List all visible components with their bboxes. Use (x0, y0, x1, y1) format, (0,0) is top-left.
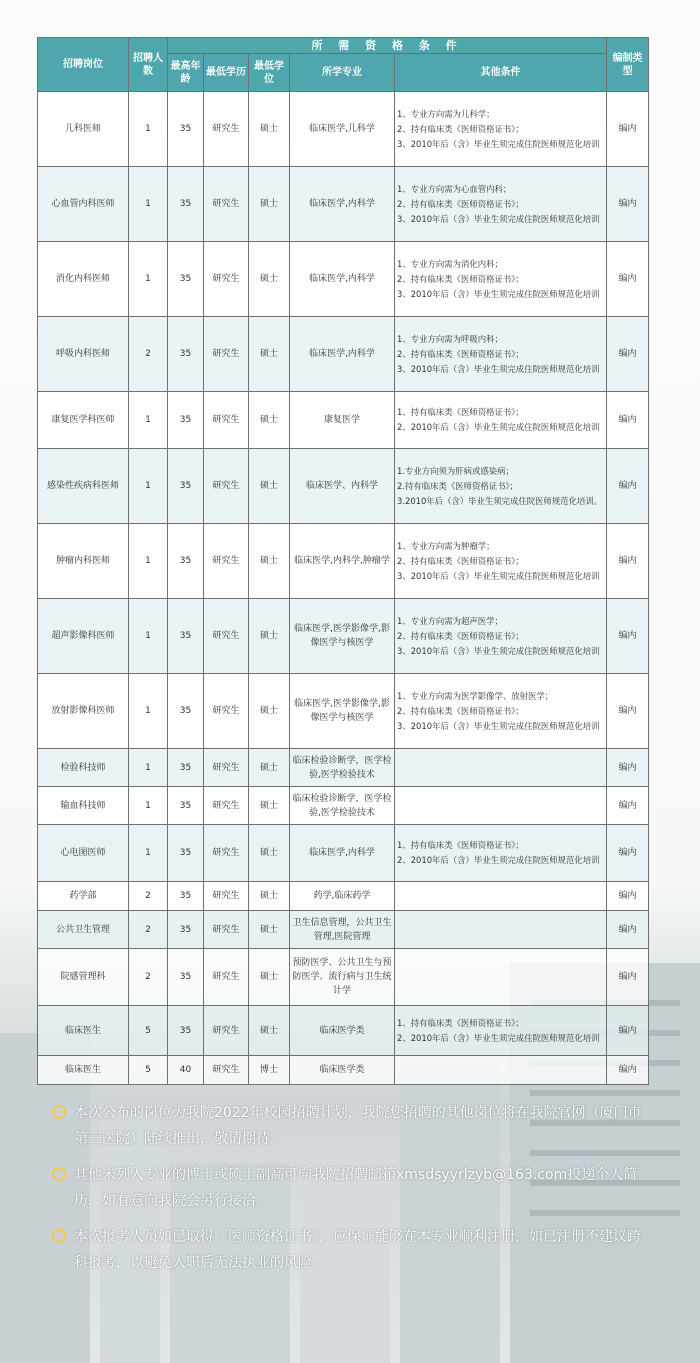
table-row (38, 242, 649, 317)
cell-type: 编内 (607, 949, 649, 1006)
cell-other (395, 749, 607, 787)
cell-degree: 硕士 (249, 1006, 290, 1056)
header-degree: 最低学位 (249, 54, 290, 92)
cell-other (395, 882, 607, 911)
cell-major: 临床检验诊断学，医学检验,医学检验技术 (290, 749, 395, 787)
cell-edu: 研究生 (204, 524, 249, 599)
cell-count: 1 (129, 392, 168, 449)
cell-position: 放射影像科医师 (38, 674, 129, 749)
cell-edu: 研究生 (204, 242, 249, 317)
table-row (38, 1006, 649, 1056)
cell-position: 呼吸内科医师 (38, 317, 129, 392)
cell-count: 1 (129, 749, 168, 787)
other-condition-line: 2、持有临床类《医师资格证书》； (397, 630, 524, 641)
cell-type: 编内 (607, 911, 649, 949)
cell-type: 编内 (607, 599, 649, 674)
header-type: 编制类型 (607, 38, 649, 92)
other-condition-line: 3.2010年后（含）毕业生须完成住院医师规范化培训。 (397, 495, 603, 506)
cell-position: 公共卫生管理 (38, 911, 129, 949)
other-condition-line: 3、2010年后（含）毕业生须完成住院医师规范化培训 (397, 363, 600, 374)
cell-age: 35 (168, 674, 204, 749)
header-position: 招聘岗位 (38, 38, 129, 92)
cell-edu: 研究生 (204, 749, 249, 787)
table-row (38, 167, 649, 242)
cell-age: 35 (168, 449, 204, 524)
cell-count: 2 (129, 911, 168, 949)
chevron-right-icon: › (52, 1167, 66, 1181)
other-condition-line: 2、持有临床类《医师资格证书》； (397, 348, 524, 359)
cell-degree: 硕士 (249, 524, 290, 599)
cell-edu: 研究生 (204, 787, 249, 825)
cell-type: 编内 (607, 882, 649, 911)
other-condition-line: 3、2010年后（含）毕业生须完成住院医师规范化培训 (397, 570, 600, 581)
cell-major: 临床医学类 (290, 1056, 395, 1085)
cell-major: 药学,临床药学 (290, 882, 395, 911)
cell-type: 编内 (607, 674, 649, 749)
cell-edu: 研究生 (204, 599, 249, 674)
cell-age: 35 (168, 825, 204, 882)
cell-major: 预防医学、公共卫生与预防医学、流行病与卫生统计学 (290, 949, 395, 1006)
cell-other (395, 674, 607, 749)
cell-degree: 硕士 (249, 825, 290, 882)
cell-degree: 硕士 (249, 599, 290, 674)
cell-age: 35 (168, 882, 204, 911)
cell-age: 35 (168, 242, 204, 317)
note-text: 本次公布的岗位为我院2022年校园招聘计划，我院您招聘的其他岗位将在我院官网（厦门市第三医院）陆续推出，敬请期待。 (74, 1105, 642, 1147)
cell-age: 35 (168, 524, 204, 599)
table-row (38, 825, 649, 882)
cell-age: 35 (168, 392, 204, 449)
cell-degree: 博士 (249, 1056, 290, 1085)
cell-degree: 硕士 (249, 449, 290, 524)
cell-other (395, 911, 607, 949)
cell-other (395, 599, 607, 674)
table-row (38, 949, 649, 1006)
cell-count: 1 (129, 787, 168, 825)
cell-degree: 硕士 (249, 882, 290, 911)
note-item (52, 1224, 652, 1276)
cell-edu: 研究生 (204, 1056, 249, 1085)
cell-age: 35 (168, 749, 204, 787)
cell-count: 1 (129, 674, 168, 749)
table-row (38, 524, 649, 599)
cell-other (395, 317, 607, 392)
note-text: 本次报考人员如已取得《医师资格证书》，应保证能够在本专业顺利注册，如已注册不建议跨科报考，以避免入职后无法执业的风险。 (74, 1229, 641, 1271)
cell-position: 肿瘤内科医师 (38, 524, 129, 599)
cell-count: 5 (129, 1056, 168, 1085)
cell-other (395, 787, 607, 825)
other-condition-line: 2、持有临床类《医师资格证书》； (397, 123, 524, 134)
table-row (38, 674, 649, 749)
cell-position: 临床医生 (38, 1056, 129, 1085)
notes-section (52, 1100, 652, 1286)
cell-degree: 硕士 (249, 167, 290, 242)
table-header (38, 38, 649, 92)
cell-position: 检验科技师 (38, 749, 129, 787)
cell-position: 儿科医师 (38, 92, 129, 167)
cell-degree: 硕士 (249, 317, 290, 392)
cell-position: 临床医生 (38, 1006, 129, 1056)
cell-major: 临床医学、内科学 (290, 449, 395, 524)
header-other: 其他条件 (395, 54, 607, 92)
cell-edu: 研究生 (204, 167, 249, 242)
other-condition-line: 3、2010年后（含）毕业生须完成住院医师规范化培训 (397, 213, 600, 224)
cell-major: 临床医学,内科学 (290, 317, 395, 392)
header-count: 招聘人数 (129, 38, 168, 92)
chevron-right-icon: › (52, 1105, 66, 1119)
cell-major: 临床医学类 (290, 1006, 395, 1056)
cell-position: 院感管理科 (38, 949, 129, 1006)
cell-edu: 研究生 (204, 825, 249, 882)
cell-major: 临床医学,内科学 (290, 242, 395, 317)
header-edu: 最低学历 (204, 54, 249, 92)
table-row (38, 317, 649, 392)
cell-count: 2 (129, 949, 168, 1006)
header-major: 所学专业 (290, 54, 395, 92)
cell-type: 编内 (607, 524, 649, 599)
other-condition-line: 1、持有临床类《医师资格证书》； (397, 1017, 524, 1028)
cell-other (395, 92, 607, 167)
cell-edu: 研究生 (204, 882, 249, 911)
other-condition-line: 3、2010年后（含）毕业生须完成住院医师规范化培训 (397, 645, 600, 656)
cell-count: 5 (129, 1006, 168, 1056)
cell-other (395, 242, 607, 317)
cell-position: 心电图医师 (38, 825, 129, 882)
cell-count: 2 (129, 882, 168, 911)
cell-type: 编内 (607, 825, 649, 882)
cell-position: 消化内科医师 (38, 242, 129, 317)
cell-position: 输血科技师 (38, 787, 129, 825)
other-condition-line: 2、持有临床类《医师资格证书》； (397, 705, 524, 716)
cell-age: 35 (168, 167, 204, 242)
cell-other (395, 449, 607, 524)
cell-position: 超声影像科医师 (38, 599, 129, 674)
cell-type: 编内 (607, 317, 649, 392)
cell-degree: 硕士 (249, 787, 290, 825)
table-row (38, 599, 649, 674)
other-condition-line: 1、专业方向需为心血管内科； (397, 183, 512, 194)
other-condition-line: 3、2010年后（含）毕业生须完成住院医师规范化培训 (397, 288, 600, 299)
note-item (52, 1162, 652, 1214)
cell-degree: 硕士 (249, 392, 290, 449)
other-condition-line: 1、专业方向需为儿科学； (397, 108, 495, 119)
cell-edu: 研究生 (204, 449, 249, 524)
cell-degree: 硕士 (249, 674, 290, 749)
cell-major: 临床医学,儿科学 (290, 92, 395, 167)
other-condition-line: 1、专业方向需为消化内科； (397, 258, 503, 269)
cell-position: 康复医学科医师 (38, 392, 129, 449)
cell-count: 1 (129, 449, 168, 524)
cell-count: 1 (129, 167, 168, 242)
cell-other (395, 392, 607, 449)
cell-type: 编内 (607, 1056, 649, 1085)
other-condition-line: 1、持有临床类《医师资格证书》； (397, 407, 524, 417)
cell-age: 35 (168, 1006, 204, 1056)
cell-major: 临床医学,内科学 (290, 167, 395, 242)
cell-type: 编内 (607, 1006, 649, 1056)
table-row (38, 92, 649, 167)
recruitment-table (37, 37, 649, 1085)
cell-age: 35 (168, 911, 204, 949)
cell-edu: 研究生 (204, 1006, 249, 1056)
cell-major: 临床医学,医学影像学,影像医学与核医学 (290, 599, 395, 674)
other-condition-line: 1、专业方向需为超声医学； (397, 615, 503, 626)
table-row (38, 392, 649, 449)
cell-major: 临床检验诊断学，医学检验,医学检验技术 (290, 787, 395, 825)
cell-position: 心血管内科医师 (38, 167, 129, 242)
table-row (38, 449, 649, 524)
other-condition-line: 1、专业方向需为肿瘤学； (397, 540, 495, 551)
other-condition-line: 2.持有临床类《医师资格证书》； (397, 480, 519, 491)
header-age: 最高年龄 (168, 54, 204, 92)
cell-age: 35 (168, 599, 204, 674)
other-condition-line: 2、持有临床类《医师资格证书》； (397, 555, 524, 566)
cell-count: 2 (129, 317, 168, 392)
cell-major: 临床医学,医学影像学,影像医学与核医学 (290, 674, 395, 749)
cell-type: 编内 (607, 92, 649, 167)
other-condition-line: 2、持有临床类《医师资格证书》； (397, 273, 524, 284)
table-row (38, 749, 649, 787)
cell-other (395, 825, 607, 882)
table-row (38, 911, 649, 949)
cell-type: 编内 (607, 242, 649, 317)
cell-other (395, 1006, 607, 1056)
table-row (38, 1056, 649, 1085)
cell-type: 编内 (607, 392, 649, 449)
cell-other (395, 524, 607, 599)
cell-count: 1 (129, 242, 168, 317)
table-row (38, 882, 649, 911)
note-text: 其他未列入专业的博士或硕士副高可向我院招聘邮箱xmsdsyyrlzyb@163.com投递个人简历，如有意向我院会另行接洽。 (74, 1167, 638, 1209)
cell-edu: 研究生 (204, 392, 249, 449)
cell-edu: 研究生 (204, 317, 249, 392)
cell-age: 35 (168, 92, 204, 167)
other-condition-line: 2、持有临床类《医师资格证书》； (397, 198, 524, 209)
header-requirements-group: 所 需 资 格 条 件 (168, 38, 607, 54)
cell-age: 35 (168, 949, 204, 1006)
cell-count: 1 (129, 825, 168, 882)
cell-type: 编内 (607, 167, 649, 242)
other-condition-line: 1.专业方向须为肝病或感染病； (397, 465, 514, 476)
cell-major: 卫生信息管理，公共卫生管理,医院管理 (290, 911, 395, 949)
cell-edu: 研究生 (204, 911, 249, 949)
other-condition-line: 3、2010年后（含）毕业生须完成住院医师规范化培训 (397, 720, 600, 731)
cell-position: 感染性疾病科医师 (38, 449, 129, 524)
cell-age: 35 (168, 317, 204, 392)
table-row (38, 787, 649, 825)
cell-major: 临床医学,内科学,肿瘤学 (290, 524, 395, 599)
other-condition-line: 2、2010年后（含）毕业生须完成住院医师规范化培训 (397, 1032, 600, 1043)
cell-count: 1 (129, 92, 168, 167)
table-body (38, 92, 649, 1085)
cell-degree: 硕士 (249, 911, 290, 949)
chevron-right-icon: › (52, 1229, 66, 1243)
cell-type: 编内 (607, 787, 649, 825)
cell-type: 编内 (607, 449, 649, 524)
cell-other (395, 949, 607, 1006)
other-condition-line: 1、持有临床类《医师资格证书》； (397, 840, 524, 850)
cell-degree: 硕士 (249, 242, 290, 317)
other-condition-line: 2、2010年后（含）毕业生须完成住院医师规范化培训 (397, 855, 600, 865)
cell-edu: 研究生 (204, 949, 249, 1006)
cell-other (395, 1056, 607, 1085)
cell-age: 35 (168, 787, 204, 825)
cell-position: 药学部 (38, 882, 129, 911)
cell-major: 临床医学,内科学 (290, 825, 395, 882)
cell-age: 40 (168, 1056, 204, 1085)
cell-degree: 硕士 (249, 949, 290, 1006)
other-condition-line: 3、2010年后（含）毕业生须完成住院医师规范化培训 (397, 138, 600, 149)
cell-other (395, 167, 607, 242)
cell-degree: 硕士 (249, 92, 290, 167)
cell-major: 康复医学 (290, 392, 395, 449)
cell-count: 1 (129, 599, 168, 674)
cell-edu: 研究生 (204, 674, 249, 749)
other-condition-line: 2、2010年后（含）毕业生须完成住院医师规范化培训 (397, 422, 600, 432)
cell-type: 编内 (607, 749, 649, 787)
cell-degree: 硕士 (249, 749, 290, 787)
note-item (52, 1100, 652, 1152)
cell-count: 1 (129, 524, 168, 599)
cell-edu: 研究生 (204, 92, 249, 167)
other-condition-line: 1、专业方向需为医学影像学、放射医学； (397, 690, 554, 701)
other-condition-line: 1、专业方向需为呼吸内科； (397, 333, 503, 344)
